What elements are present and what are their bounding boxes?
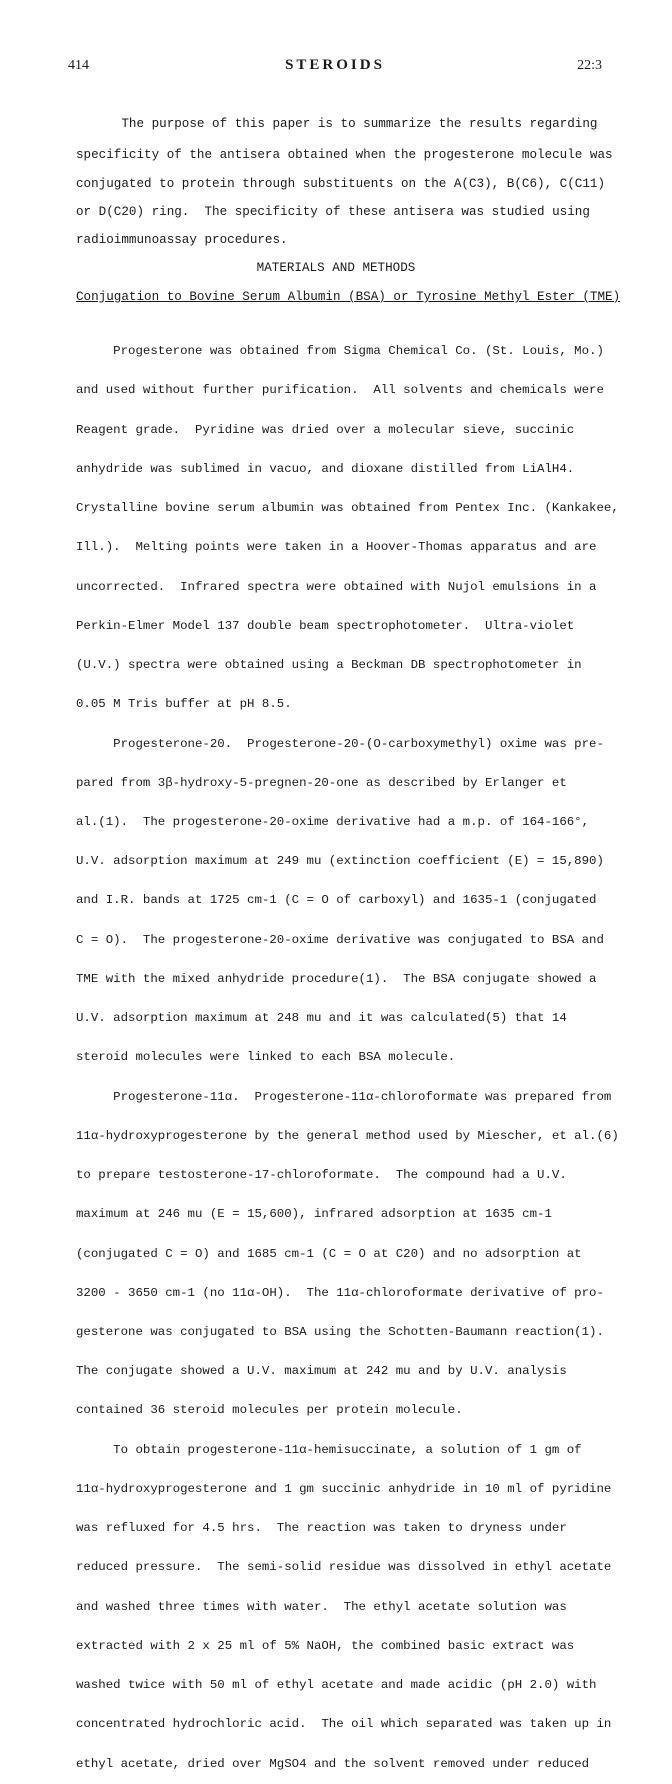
body-line: and used without further purification. All solvents and chemicals were bbox=[76, 383, 604, 398]
section-heading: MATERIALS AND METHODS bbox=[256, 261, 416, 275]
intro-line: radioimmunoassay procedures. bbox=[76, 233, 288, 247]
body-line: washed twice with 50 ml of ethyl acetate and made acidic (pH 2.0) with bbox=[76, 1678, 597, 1693]
body-line: (conjugated C = O) and 1685 cm-1 (C = O at C20) and no adsorption at bbox=[76, 1246, 582, 1261]
body-line: 11α-hydroxyprogesterone by the general method used by Miescher, et al.(6) bbox=[76, 1128, 619, 1143]
body-line: extracted with 2 x 25 ml of 5% NaOH, the combined basic extract was bbox=[76, 1638, 575, 1653]
body-line: and I.R. bands at 1725 cm-1 (C = O of carboxyl) and 1635-1 (conjugated bbox=[76, 893, 597, 908]
body-line: and washed three times with water. The ethyl acetate solution was bbox=[76, 1599, 567, 1614]
body-line: Progesterone was obtained from Sigma Chemical Co. (St. Louis, Mo.) bbox=[76, 344, 604, 359]
body-line: concentrated hydrochloric acid. The oil which separated was taken up in bbox=[76, 1717, 612, 1732]
body-line: Ill.). Melting points were taken in a Hoover-Thomas apparatus and are bbox=[76, 540, 597, 555]
intro-line: The purpose of this paper is to summarize the results regarding bbox=[76, 117, 598, 131]
body-line: al.(1). The progesterone-20-oxime derivative had a m.p. of 164-166°, bbox=[76, 814, 590, 829]
body-line: was refluxed for 4.5 hrs. The reaction was taken to dryness under bbox=[76, 1521, 567, 1536]
body-line: To obtain progesterone-11α-hemisuccinate, a solution of 1 gm of bbox=[76, 1442, 582, 1457]
intro-paragraph bbox=[76, 0, 613, 247]
methods-body bbox=[76, 319, 619, 1784]
body-line: (U.V.) spectra were obtained using a Beckman DB spectrophotometer in bbox=[76, 658, 582, 673]
body-line: 11α-hydroxyprogesterone and 1 gm succinic anhydride in 10 ml of pyridine bbox=[76, 1481, 612, 1496]
body-line: anhydride was sublimed in vacuo, and dioxane distilled from LiAlH4. bbox=[76, 461, 575, 476]
body-line: TME with the mixed anhydride procedure(1). The BSA conjugate showed a bbox=[76, 971, 597, 986]
body-line: steroid molecules were linked to each BSA molecule. bbox=[76, 1050, 456, 1065]
body-line: 0.05 M Tris buffer at pH 8.5. bbox=[76, 697, 292, 712]
body-line: U.V. adsorption maximum at 248 mu and it was calculated(5) that 14 bbox=[76, 1011, 567, 1026]
journal-title: STEROIDS bbox=[285, 57, 385, 73]
body-line: The conjugate showed a U.V. maximum at 242 mu and by U.V. analysis bbox=[76, 1364, 567, 1379]
body-line: ethyl acetate, dried over MgSO4 and the solvent removed under reduced bbox=[76, 1756, 590, 1771]
intro-line: conjugated to protein through substituents on the A(C3), B(C6), C(C11) bbox=[76, 177, 606, 191]
body-line: reduced pressure. The semi-solid residue was dissolved in ethyl acetate bbox=[76, 1560, 612, 1575]
subsection-heading: Conjugation to Bovine Serum Albumin (BSA) or Tyrosine Methyl Ester (TME) bbox=[76, 290, 621, 304]
body-line: U.V. adsorption maximum at 249 mu (extinction coefficient (E) = 15,890) bbox=[76, 854, 604, 869]
body-line: to prepare testosterone-17-chloroformate. The compound had a U.V. bbox=[76, 1168, 567, 1183]
volume-issue: 22:3 bbox=[577, 58, 602, 73]
body-line: 3200 - 3650 cm-1 (no 11α-OH). The 11α-chloroformate derivative of pro- bbox=[76, 1285, 604, 1300]
body-line: Crystalline bovine serum albumin was obtained from Pentex Inc. (Kankakee, bbox=[76, 501, 619, 516]
body-line: contained 36 steroid molecules per protein molecule. bbox=[76, 1403, 463, 1418]
body-line: gesterone was conjugated to BSA using the Schotten-Baumann reaction(1). bbox=[76, 1325, 604, 1340]
body-line: Progesterone-20. Progesterone-20-(O-carboxymethyl) oxime was pre- bbox=[76, 736, 604, 751]
intro-line: or D(C20) ring. The specificity of these antisera was studied using bbox=[76, 205, 590, 219]
body-line: C = O). The progesterone-20-oxime derivative was conjugated to BSA and bbox=[76, 932, 604, 947]
body-line: Progesterone-11α. Progesterone-11α-chloroformate was prepared from bbox=[76, 1089, 612, 1104]
body-line: Reagent grade. Pyridine was dried over a molecular sieve, succinic bbox=[76, 422, 575, 437]
body-line: uncorrected. Infrared spectra were obtained with Nujol emulsions in a bbox=[76, 579, 597, 594]
body-line: Perkin-Elmer Model 137 double beam spectrophotometer. Ultra-violet bbox=[76, 618, 575, 633]
page-number: 414 bbox=[68, 58, 89, 73]
body-line: maximum at 246 mu (E = 15,600), infrared adsorption at 1635 cm-1 bbox=[76, 1207, 552, 1222]
body-line: pared from 3β-hydroxy-5-pregnen-20-one as described by Erlanger et bbox=[76, 775, 567, 790]
intro-line: specificity of the antisera obtained when the progesterone molecule was bbox=[76, 148, 613, 162]
